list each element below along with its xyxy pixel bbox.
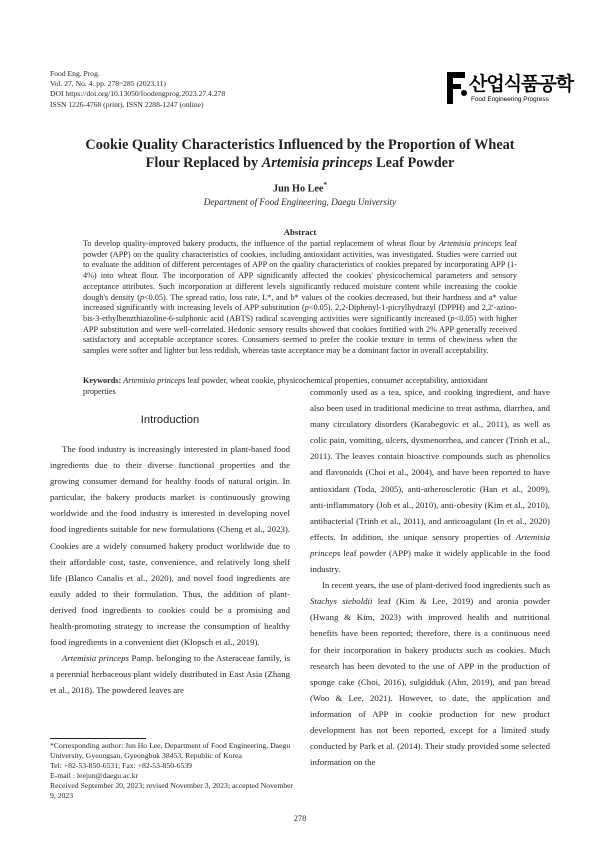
paragraph-text: In recent years, the use of plant-derived food ingredients such as [322,580,550,591]
paragraph-text: leaf powder (APP) make it widely applicable in the food industry. [310,547,550,575]
abstract-text: <0.05). 2,2-Diphenyl-1-picrylhydrazyl (DPPH) and 2,2′-azino-bis-3-ethylbenzthiazoline-6-sulphonic acid (ABTS) radical scavenging activities were significantly increased ( [83,303,517,323]
footnote-dates: Received September 20, 2023; revised November 3, 2023; accepted November 9, 2023 [50,780,294,800]
footnote-rule [50,738,146,739]
title-line-2 [50,154,550,172]
abstract-italic: p [450,313,455,323]
abstract-italic: p [304,303,309,313]
journal-issn: ISSN 1226-4768 (print), ISSN 2288-1247 (online) [50,99,204,109]
affiliation: Department of Food Engineering, Daegu University [203,197,397,207]
journal-doi: DOI https://doi.org/10.13050/foodengprog.2023.27.4.278 [50,89,226,99]
journal-volume: Vol. 27, No. 4. pp. 278~285 (2023.11) [50,79,166,89]
species-name: Artemisia princeps [62,653,129,664]
abstract-italic: p [139,292,145,302]
journal-info [50,69,225,110]
abstract-text: <0.05). The spread ratio, loss rate, L*, and b* values of the cookies decreased, but their hardness and a* value increased significantly with increasing levels of APP substitution ( [83,292,517,313]
abstract-body [83,239,517,357]
paragraph-text: leaf (Kim & Lee, 2019) and aronia powder (Hwang & Kim, 2023) with improved health and nutritional benefits have been reported; therefore, there is a continuous need for their incorporation in bakery products such as cookies. Much research has been devoted to the use of APP in the production of sponge cake (Choi, 2016), sulgidduk (Ahn, 2019), and pan bread (Woo & Lee, 2021). However, to date, the application and information of APP in cookie production for new product development has not been reported, except for a limited study conducted by Park et al. (2014). Their study provided some selected information on the [310,596,551,768]
paper-title [50,136,550,172]
footnote [50,741,295,800]
intro-paragraph-4 [310,577,550,770]
title-line-1: Cookie Quality Characteristics Influenced by the Proportion of Wheat [85,137,515,153]
section-heading-introduction: Introduction [140,414,200,426]
logo-mark-icon [445,70,469,106]
author-mark: * [323,181,327,189]
left-column [50,441,290,699]
abstract-text: To develop quality-improved bakery products, the influence of the partial replacement of wheat flour by [83,239,439,248]
footnote-corresponding: *Corresponding author: Jun Ho Lee, Department of Food Engineering, Daegu University, Gyeongsan, Gyeongbuk 38453, Republic of Korea [50,741,291,760]
intro-paragraph-2 [50,650,290,698]
species-name: Artemisia princeps [310,531,550,558]
footnote-phone: Tel: +82-53-850-6531; Fax: +82-53-850-6539 [50,760,193,770]
abstract-text: leaf powder (APP) on the quality characteristics of cookies, including antioxidant activities, was investigated. Studies were carried out to evaluate the addition of different percentages of APP on the quality characteristics of cookies prepared by incorporating APP (1-4%) into wheat flour. The incorporation of APP significantly affected the cookies' physicochemical parameters and sensory acceptance attributes. Such incorporation at different levels significantly reduced moisture content while increasing the cookie dough's density ( [83,239,517,302]
author-name: Jun Ho Lee [273,183,324,195]
journal-logo [445,69,574,107]
keywords-list: leaf powder, wheat cookie, physicochemical properties, consumer acceptability, antioxidant properties [83,376,488,396]
keywords-species: Artemisia princeps [123,376,186,385]
title-species: Artemisia princeps [261,155,373,171]
title-suffix: Leaf Powder [372,155,455,171]
logo-english-text: Food Engineering Progress [471,96,549,103]
abstract-text: <0.05) with higher APP substitution and were well-correlated. Hedonic sensory results showed that cookies fortified with 2% APP generally received satisfactory and acceptable acceptance scores. Consumers seemed to prefer the cookie texture in terms of chewiness when the samples were softer and lighter but less reddish, whereas taste acceptance may be a dominant factor in overall acceptability. [83,313,517,356]
page-number: 278 [293,814,307,823]
journal-name: Food Eng. Prog. [50,69,100,78]
intro-paragraph-1: The food industry is increasingly interested in plant-based food ingredients due to their diverse functional properties and the growing consumer demand for healthy foods of natural origin. In particular, the bakery products market is continuously growing worldwide and the food industry is interested in developing novel food ingredients suitable for new formulations (Cheng et al., 2023). Cookies are a widely consumed bakery product worldwide due to their affordable cost, taste, convenience, and relatively long shelf life (Blanco Canalis et al., 2020), and novel food ingredients are easily added to their formulation. Thus, the addition of plant-derived food ingredients to cookies could be a promising and health-promoting strategy to increase the consumption of healthy food ingredients in a convenient diet (Klopsch et al., 2019). [50,444,290,648]
species-name: Stachys sieboldii [310,596,373,607]
title-prefix: Flour Replaced by [145,155,262,171]
keywords-label: Keywords: [83,376,122,385]
abstract-heading: Abstract [283,227,317,237]
author [50,181,550,194]
paragraph-text: Pamp. belonging to the Asteraceae family, is a perennial herbaceous plant widely distributed in East Asia (Zhang et al., 2018). The powdered leaves are [50,653,290,696]
intro-paragraph-3 [310,384,550,577]
footnote-email: E-mail : leejun@daegu.ac.kr [50,770,139,780]
logo-korean-text: 산업식품공학 [469,73,574,95]
abstract-italic: Artemisia princeps [438,239,502,248]
paragraph-text: commonly used as a tea, spice, and cooking ingredient, and have also been used in traditional medicine to treat asthma, diarrhea, and many circulatory disorders (Karabegovic et al., 2011), as well as colic pain, vomiting, ulcers, dysmenorrhea, and cancer (Trinh et al., 2011). The leaves contain bioactive compounds such as phenolics and flavonoids (Choi et al., 2004), and have been reported to have antioxidant (Toda, 2005), anti-atherosclerotic (Han et al., 2009), anti-inflammatory (Joh et al., 2010), anti-obesity (Kim et al., 2010), antibacterial (Trinh et al., 2011), and anticoagulant (In et al., 2020) effects. In addition, the unique sensory properties of [310,387,550,542]
right-column [310,384,550,770]
